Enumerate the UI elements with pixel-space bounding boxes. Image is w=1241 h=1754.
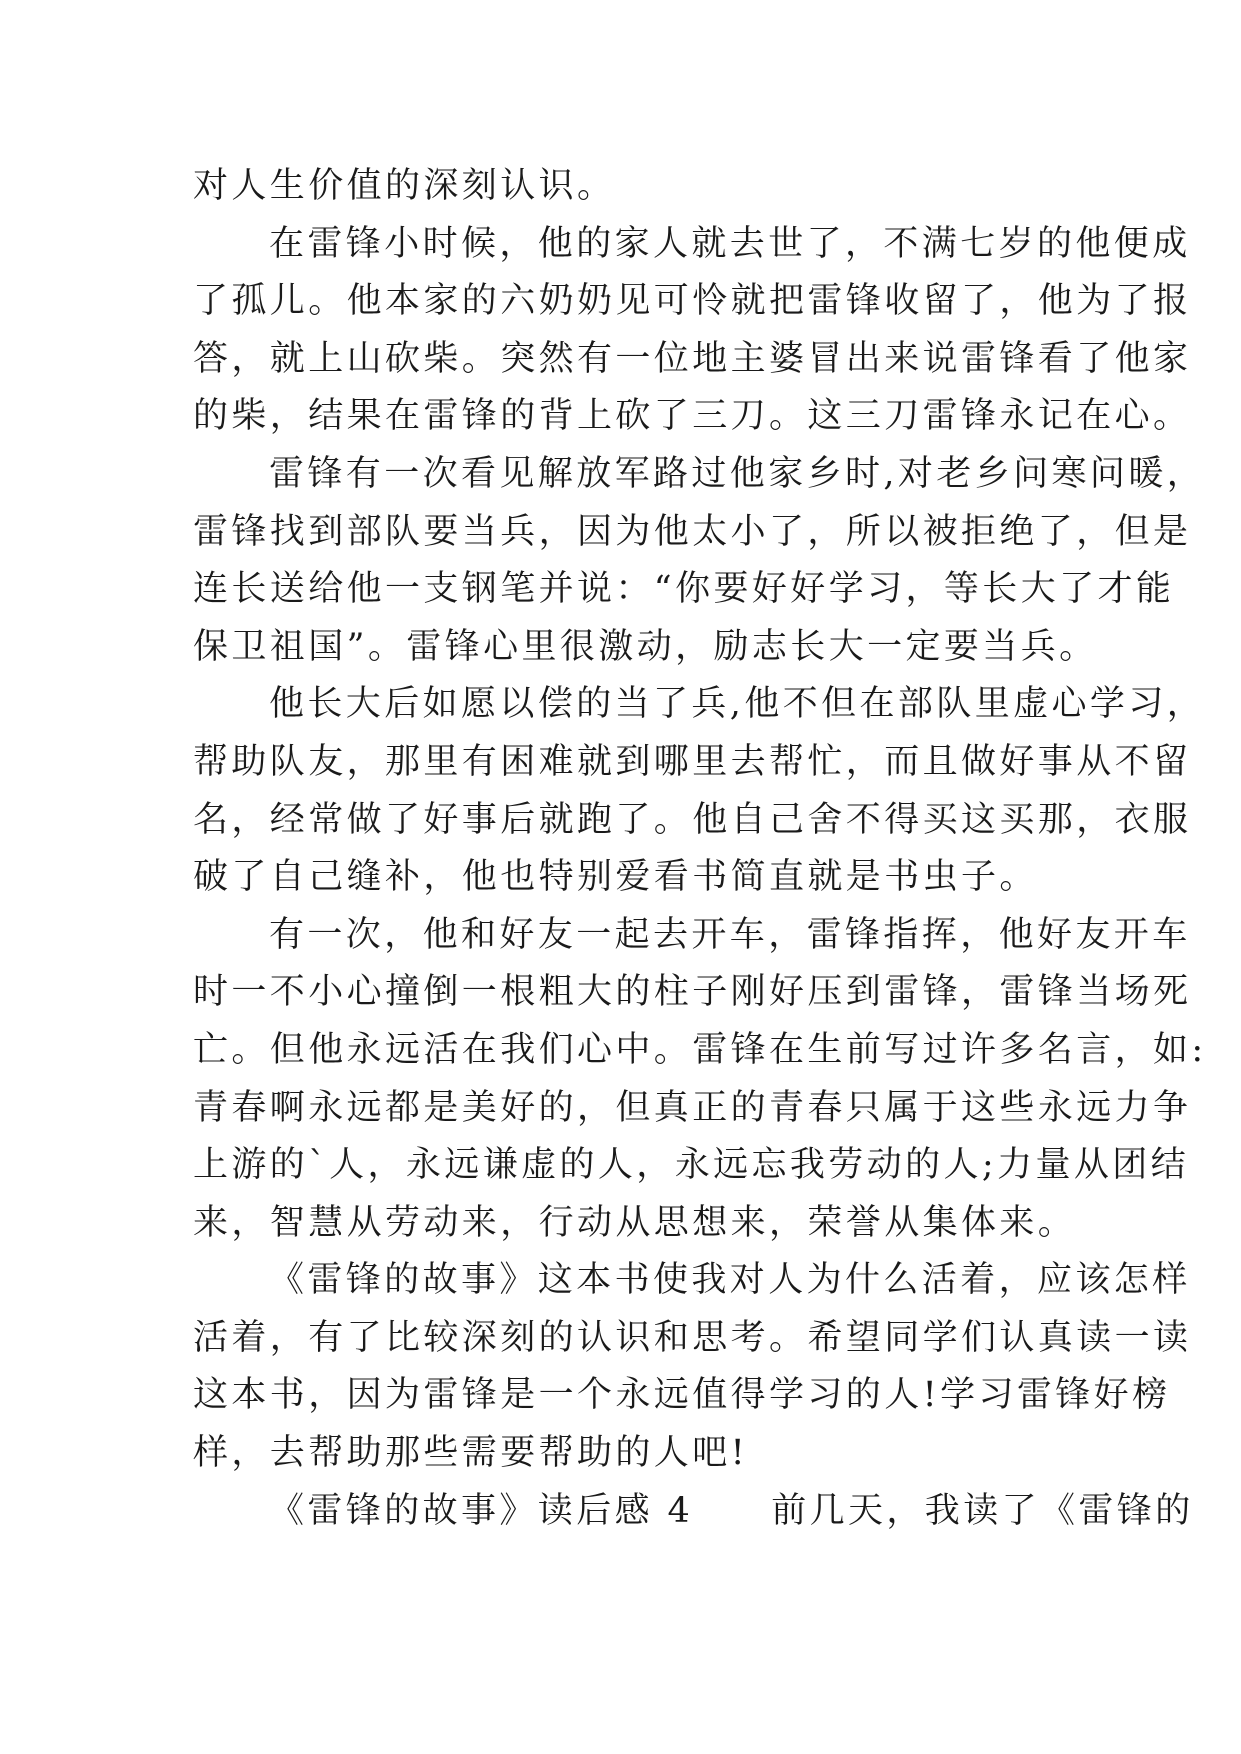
paragraph-line: 的柴，结果在雷锋的背上砍了三刀。这三刀雷锋永记在心。 xyxy=(193,396,1192,437)
essay-title: 《雷锋的故事》读后感 4 xyxy=(269,1490,694,1531)
paragraph-line: 《雷锋的故事》这本书使我对人为什么活着，应该怎样 xyxy=(269,1260,1191,1301)
paragraph-line: 答，就上山砍柴。突然有一位地主婆冒出来说雷锋看了他家 xyxy=(193,338,1192,379)
paragraph-line: 了孤儿。他本家的六奶奶见可怜就把雷锋收留了，他为了报 xyxy=(193,281,1192,322)
paragraph-line: 活着，有了比较深刻的认识和思考。希望同学们认真读一读 xyxy=(193,1317,1192,1358)
paragraph-line: 这本书，因为雷锋是一个永远值得学习的人!学习雷锋好榜 xyxy=(193,1375,1171,1416)
essay-heading-line xyxy=(193,1483,1194,1541)
paragraph-line: 上游的`人，永远谦虚的人，永远忘我劳动的人;力量从团结 xyxy=(193,1145,1190,1186)
paragraph-line: 来，智慧从劳动来，行动从思想来，荣誉从集体来。 xyxy=(193,1202,1077,1243)
paragraph-line: 青春啊永远都是美好的，但真正的青春只属于这些永远力争 xyxy=(193,1087,1192,1128)
paragraph-line: 他长大后如愿以偿的当了兵,他不但在部队里虚心学习， xyxy=(269,684,1206,725)
paragraph-line: 雷锋有一次看见解放军路过他家乡时,对老乡问寒问暖， xyxy=(269,453,1206,494)
paragraph-line: 对人生价值的深刻认识。 xyxy=(193,166,616,206)
paragraph-line: 在雷锋小时候，他的家人就去世了，不满七岁的他便成 xyxy=(269,223,1191,264)
paragraph-line: 名，经常做了好事后就跑了。他自己舍不得买这买那，衣服 xyxy=(193,799,1192,840)
paragraph-line: 雷锋找到部队要当兵，因为他太小了，所以被拒绝了，但是 xyxy=(193,511,1192,552)
document-body xyxy=(193,158,1207,1540)
paragraph-line: 亡。但他永远活在我们心中。雷锋在生前写过许多名言，如: xyxy=(193,1029,1207,1070)
paragraph-line: 样，去帮助那些需要帮助的人吧! xyxy=(193,1433,749,1474)
paragraph-line: 连长送给他一支钢笔并说：“你要好好学习，等长大了才能 xyxy=(193,569,1175,610)
paragraph-line: 破了自己缝补，他也特别爱看书简直就是书虫子。 xyxy=(193,857,1038,898)
paragraph-line: 保卫祖国”。雷锋心里很激动，励志长大一定要当兵。 xyxy=(193,626,1098,667)
paragraph-line: 有一次，他和好友一起去开车，雷锋指挥，他好友开车 xyxy=(269,914,1191,955)
paragraph-line: 帮助队友，那里有困难就到哪里去帮忙，而且做好事从不留 xyxy=(193,741,1192,782)
essay-opening-text: 前几天，我读了《雷锋的 xyxy=(771,1490,1194,1531)
paragraph-line: 时一不小心撞倒一根粗大的柱子刚好压到雷锋，雷锋当场死 xyxy=(193,972,1192,1013)
